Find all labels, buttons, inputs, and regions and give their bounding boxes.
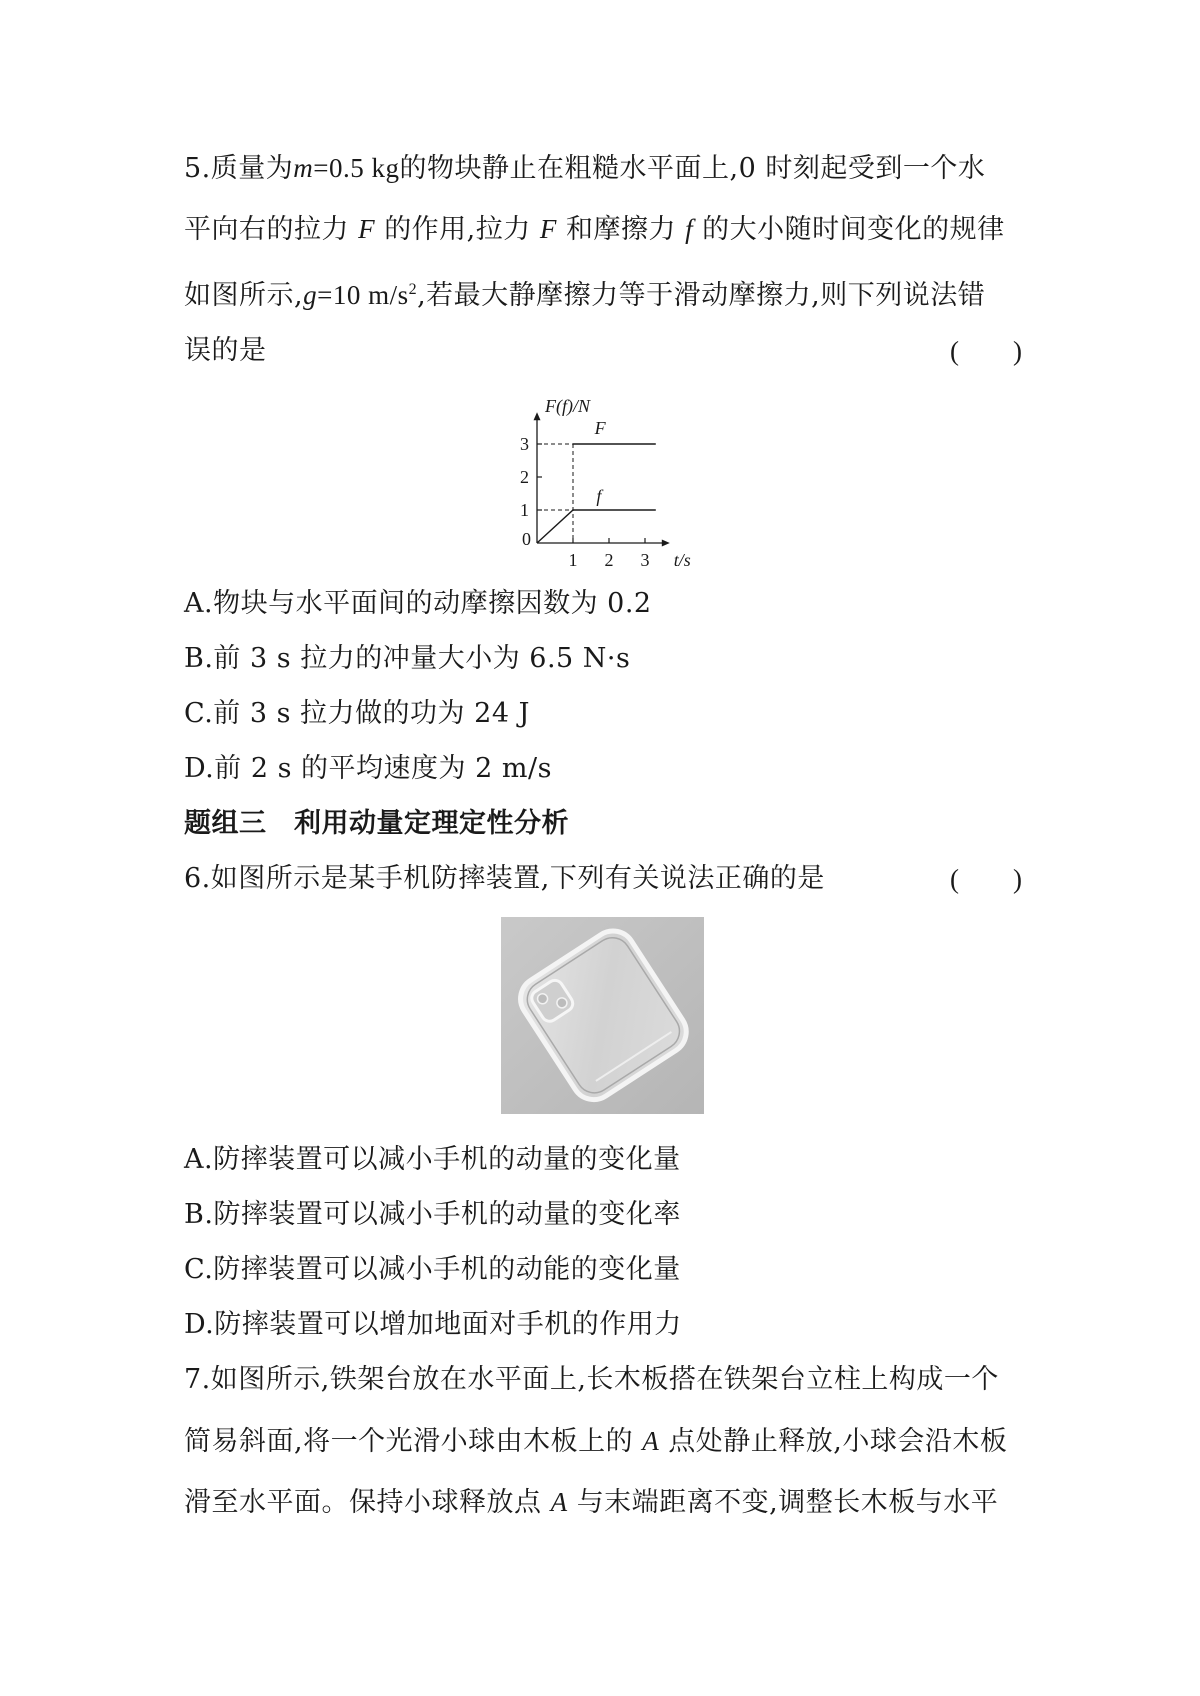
q5-option-d: D.前 2 s 的平均速度为 2 m/s bbox=[184, 753, 552, 784]
q5-stem-line4: 误的是 bbox=[184, 335, 267, 366]
q5-option-b: B.前 3 s 拉力的冲量大小为 6.5 N·s bbox=[184, 643, 631, 674]
point-a-symbol: A bbox=[550, 1487, 568, 1517]
q5-option-c: C.前 3 s 拉力做的功为 24 J bbox=[184, 698, 530, 729]
q5-text: 和摩擦力 bbox=[565, 214, 676, 245]
q5-text: 的物块静止在粗糙水平面上,0 时刻起受到一个水 bbox=[399, 153, 986, 184]
q6-option-c: C.防摔装置可以减小手机的动能的变化量 bbox=[184, 1254, 681, 1285]
y-tick-label: 3 bbox=[520, 434, 529, 454]
q5-text: 如图所示, bbox=[184, 280, 304, 311]
exponent: 2 bbox=[408, 281, 418, 298]
q7-text: 与末端距离不变,调整长木板与水平 bbox=[576, 1487, 999, 1518]
series-f-label: f bbox=[596, 486, 602, 506]
q5-stem-line1 bbox=[184, 150, 985, 187]
force-symbol: F bbox=[539, 214, 557, 244]
q5-text: 5.质量为 bbox=[184, 153, 294, 184]
x-tick-label: 2 bbox=[604, 550, 614, 570]
q7-stem-line1: 7.如图所示,铁架台放在水平面上,长木板搭在铁架台立柱上构成一个 bbox=[184, 1364, 999, 1395]
mass-symbol: m bbox=[293, 153, 314, 183]
force-time-graph bbox=[500, 390, 700, 570]
q7-stem-line3 bbox=[184, 1484, 998, 1521]
gravity-symbol: g bbox=[303, 280, 318, 310]
q7-text: 滑至水平面。保持小球释放点 bbox=[184, 1487, 542, 1518]
q5-text: 的大小随时间变化的规律 bbox=[702, 214, 1005, 245]
phone-case-photo bbox=[501, 917, 704, 1114]
q7-stem-line2 bbox=[184, 1423, 1007, 1460]
y-tick-label: 0 bbox=[522, 529, 531, 549]
section-heading: 题组三 利用动量定理定性分析 bbox=[184, 808, 569, 839]
series-f-line bbox=[537, 510, 656, 543]
x-axis-label: t/s bbox=[673, 550, 691, 570]
q5-answer-blank: ( ) bbox=[950, 336, 1022, 366]
gravity-value: =10 m/s bbox=[317, 280, 409, 310]
q7-text: 简易斜面,将一个光滑小球由木板上的 bbox=[184, 1426, 634, 1457]
y-axis-label: F(f)/N bbox=[545, 396, 590, 417]
x-axis-arrow bbox=[662, 540, 670, 547]
y-axis-arrow bbox=[534, 412, 541, 420]
q6-stem: 6.如图所示是某手机防摔装置,下列有关说法正确的是 bbox=[184, 863, 825, 894]
q6-option-d: D.防摔装置可以增加地面对手机的作用力 bbox=[184, 1309, 682, 1340]
friction-symbol: f bbox=[685, 214, 694, 244]
mass-value: =0.5 kg bbox=[313, 153, 400, 183]
q6-answer-blank: ( ) bbox=[950, 864, 1022, 894]
y-tick-label: 2 bbox=[520, 467, 529, 487]
point-a-symbol: A bbox=[642, 1426, 660, 1456]
q5-option-a: A.物块与水平面间的动摩擦因数为 0.2 bbox=[184, 588, 652, 619]
series-F-label: F bbox=[594, 418, 606, 438]
q6-option-b: B.防摔装置可以减小手机的动量的变化率 bbox=[184, 1199, 681, 1230]
q7-text: 点处静止释放,小球会沿木板 bbox=[668, 1426, 1008, 1457]
force-symbol: F bbox=[358, 214, 376, 244]
x-tick-label: 3 bbox=[640, 550, 650, 570]
q5-stem-line2 bbox=[184, 211, 1005, 248]
q5-text: 平向右的拉力 bbox=[184, 214, 349, 245]
q5-text: 的作用,拉力 bbox=[384, 214, 531, 245]
q6-option-a: A.防摔装置可以减小手机的动量的变化量 bbox=[184, 1144, 681, 1175]
q5-stem-line3 bbox=[184, 272, 985, 314]
x-tick-label: 1 bbox=[568, 550, 578, 570]
q5-text: ,若最大静摩擦力等于滑动摩擦力,则下列说法错 bbox=[417, 280, 986, 311]
y-tick-label: 1 bbox=[520, 500, 529, 520]
graph-guides bbox=[537, 444, 573, 543]
